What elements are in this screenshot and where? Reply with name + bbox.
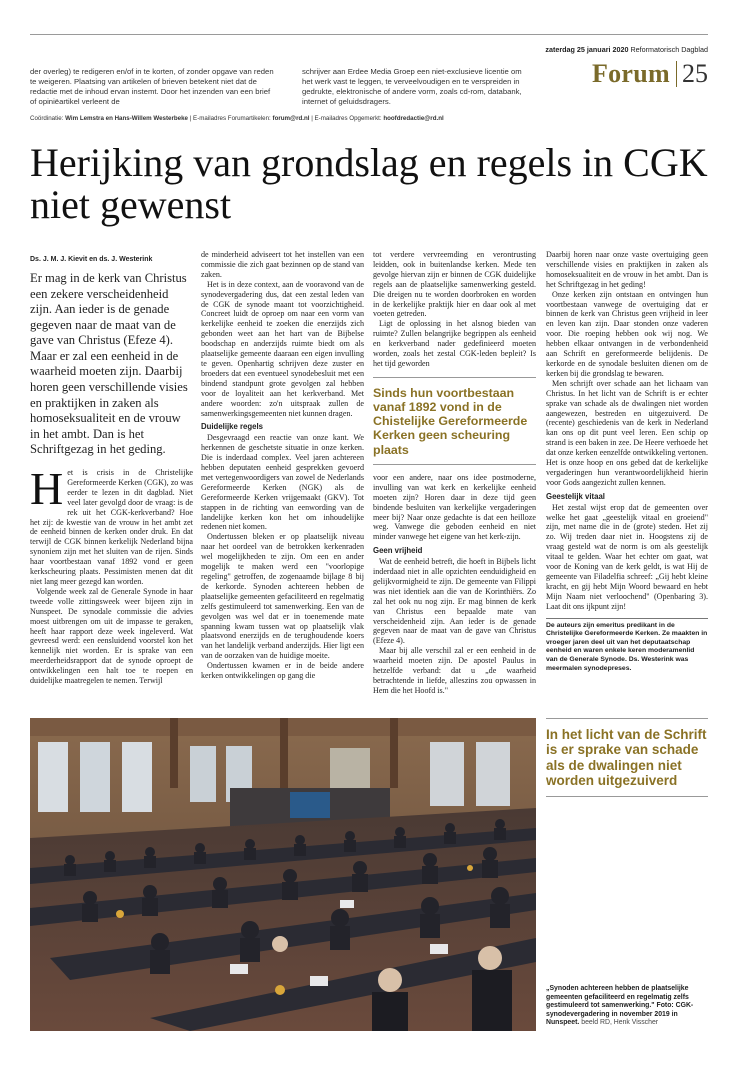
column-1: [30, 255, 193, 686]
subheading-duidelijke-regels: Duidelijke regels: [201, 422, 263, 432]
body-paragraph: Het is in deze context, aan de vooravond van de synodevergadering dus, dat een zestal leden van de CGK de synode maant tot voorzichtigheid. Concreet luidt de oproep om naar een vorm van kerkelijke eenheid te zoeken die enerzijds zich gebonden weet aan het hart van de Bijbelse boodschap en anderzijds ruimte biedt om als plaatselijke gemeente daaraan een eigen invulling te geven. Openhartig schrijven deze zuster en broeders dat een eventueel synodebesluit met een bindend standpunt grote gevolgen zal hebben voor de loyaliteit aan het kerkverband. Met andere woorden: zo'n uitspraak zullen de samenwerkingsgemeenten niet kunnen dragen.: [201, 279, 364, 418]
issue-date: zaterdag 25 januari 2020: [545, 45, 629, 54]
article-authors: Ds. J. M. J. Kievit en ds. J. Westerink: [30, 256, 153, 263]
pull-quote-2: In het licht van de Schrift is er sprake van schade als de dwalingen niet worden uitgezuiverd: [546, 718, 708, 797]
body-paragraph: Volgende week zal de Generale Synode in haar tweede volle zittingsweek weer bijeen zijn in Nunspeet. De synodale commissie die advies moest uitbrengen om uit de impasse te geraken, heeft haar rapport deze week ingeleverd. Wat gevreesd werd: een eensluidend voorstel kon het kennelijk niet worden. Er is sprake van een meerderheidsrapport dat de synode oproept de ontwikkelingen een halt toe te roepen en duidelijke maatregelen te nemen. Terwijl: [30, 586, 193, 686]
column-4: [546, 250, 708, 673]
pull-quote-1: Sinds hun voortbestaan vanaf 1892 vond in de Chistelijke Gereformeerde Kerken geen scheuring plaats: [373, 377, 536, 465]
paper-name: Reformatorisch Dagblad: [630, 45, 708, 54]
synod-meeting-illustration: [30, 718, 536, 1031]
drop-cap: H: [30, 463, 64, 515]
body-paragraph: Ligt de oplossing in het alsnog bieden van ruimte? Zullen belangrijke begrippen als eenheid en kerkverband nader gedefinieerd moeten worden, zoals het zestal CGK-leden bepleit? Is het tijd geworden: [373, 319, 536, 368]
photo-credit: beeld RD, Henk Visscher: [581, 1019, 659, 1027]
caption-text: „Synoden achtereen hebben de plaatselijke gemeenten gefaciliteerd en regelmatig zelfs gestimuleerd tot samenwerking." Foto: CGK-synodevergadering in november 2019 in Nunspeet.: [546, 985, 694, 1027]
photo-caption: [546, 985, 708, 1028]
body-paragraph: Wat de eenheid betreft, die hoeft in Bijbels licht inderdaad niet in alle opzichten eenduidigheid en gelijkvormigheid te zijn. De gemeente van Filippi was niet identiek aan die van de Korinthiërs. Zo zal het ook nu nog zijn. Er mag binnen de kerk van Christus een bepaalde mate van verscheidenheid zijn. Aan ieder is de genade gegeven naar de maat van de gave van Christus (Efeze 4).: [373, 557, 536, 646]
page-number: 25: [682, 59, 708, 88]
coordination-line: [30, 115, 708, 122]
column-2: [201, 250, 364, 681]
coordination-label: Coördinatie:: [30, 115, 64, 122]
body-paragraph: Onze kerken zijn ontstaan en ontvingen hun voortbestaan vanwege de overtuiging dat er binnen de kerk van Christus geen vrijheid in leer en leven kan zijn. Daar stonden onze vaderen voor. Die roeping hebben ook wij nog. We hebben elkaar ontvangen in de verbondenheid aan Schrift en gereformeerde belijdenis. De kerkorde en de synodale besluiten dienen om de kerken bij die grondslag te bewaren.: [546, 289, 708, 378]
email-label-forum: | E-mailadres Forumartikelen:: [189, 115, 271, 122]
dateline: [545, 45, 708, 54]
subheading-geen-vrijheid: Geen vrijheid: [373, 546, 423, 556]
email-opgemerkt-link[interactable]: hoofdredactie@rd.nl: [383, 115, 444, 122]
body-paragraph: tot verdere vervreemding en verontrusting leidden, ook in buitenlandse kerken. Mede ten gevolge hiervan zijn er binnen de CGK duidelijke regels aan de plaatselijke samenwerking gesteld. Die dreigen nu te worden doorbroken en worden in de kerkelijke praktijk hier en daar ook al met voeten getreden.: [373, 250, 536, 319]
coordination-names: Wim Lemstra en Hans-Willem Westerbeke: [65, 115, 188, 122]
subheading-geestelijk-vitaal: Geestelijk vitaal: [546, 491, 605, 501]
body-paragraph: de minderheid adviseert tot het instellen van een commissie die zich gaat bezinnen op de stand van zaken.: [201, 250, 364, 279]
body-paragraph: Het is crisis in de Christelijke Gereformeerde Kerken (CGK), zo was eerder te lezen in dit dagblad. Niet veel later gevolgd door de vraag: is de rek uit het CGK-kerkverband? Hoe het zij: de kwestie van de vrouw in het ambt zet de eenheid binnen de kerken onder druk. En dat terwijl de CGK binnen kerkelijk Nederland bijna synoniem zijn met het sluiten van de rijen. Sinds haar voortbestaan vanaf 1892 vond er geen kerkscheuring plaats. Pessimisten menen dat dit niet lang meer gezegd kan worden.: [30, 463, 193, 586]
email-label-opgemerkt: | E-mailadres Opgemerkt:: [311, 115, 382, 122]
body-paragraph: Daarbij horen naar onze vaste overtuiging geen verschillende visies en praktijken in zaken als homoseksualiteit en de vrouw in het ambt. Dan is het Schriftgezag in het geding!: [546, 250, 708, 289]
masthead-text-2: schrijver aan Erdee Media Groep een niet-exclusieve licentie om het werk vast te leggen, te verveelvoudigen en te verspreiden in gedrukte, elektronische of andere vorm, zoals cd-rom, databank, internet of geluidsdragers.: [302, 67, 522, 106]
article-lead: Er mag in de kerk van Christus een zekere verscheidenheid zijn. Aan ieder is de genade gegeven naar de maat van de gave van Christus (Efeze 4). Maar er zal een eenheid in de waarheid moeten zijn. Daarbij horen geen verschillende visies en praktijken in zaken als homoseksualiteit en de vrouw in het ambt. Dan is het Schriftgezag in het geding.: [30, 270, 188, 457]
body-paragraph: voor een andere, naar ons idee postmoderne, invulling van wat kerk en kerkelijke eenheid moeten zijn? Horen daar in deze tijd geen bindende besluiten van kerkelijke vergaderingen meer bij? Naar onze gedachte is dat een heilloze weg. Vanwege die geboden eenheid en niet minder vanwege het eigene van het kerk-zijn.: [373, 472, 536, 542]
section-label: [592, 58, 708, 90]
author-bio: De auteurs zijn emeritus predikant in de Christelijke Gereformeerde Kerken. Ze maakten in vroeger jaren deel uit van het deputaatschap eenheid en waren enkele keren moderamenlid van de Generale Synode. Ds. Westerink was meermalen synodepreses.: [546, 618, 708, 674]
email-forum-link[interactable]: forum@rd.nl: [272, 115, 310, 122]
body-paragraph: Het zestal wijst erop dat de gemeenten over welke het gaat „geestelijk vitaal en groeiend" zijn, met name die in de (grote) steden. Het zij zo. Wij treden daar niet in. Hoogstens zij de vraag gesteld wat de norm is om als geestelijk vitaal te gelden. Waar het echter om gaat, wat voor de Koning van de kerk geldt, is wat Hij de gemeente van Filadelfia schreef: „Gij hebt kleine kracht, en gij hebt Mijn Woord bewaard en hebt Mijn Naam niet verloochend" (Openbaring 3). Laat dit ons ijkpunt zijn!: [546, 502, 708, 611]
column-3: [373, 250, 536, 696]
top-rule: [30, 34, 708, 35]
article-headline: Herijking van grondslag en regels in CGK niet gewenst: [30, 140, 708, 227]
body-paragraph: Ondertussen kwamen er in de beide andere kerken ontwikkelingen op gang die: [201, 661, 364, 681]
body-paragraph: Men schrijft over schade aan het lichaam van Christus. In het licht van de Schrift is er echter sprake van schade als de dwalingen niet worden aangewezen, bestreden en uitgezuiverd. De (recente) geschiedenis van de kerk in Nederland kan ons op dit punt veel leren. Een schip op strand is een baken in zee. De Heere verhoede het dat onze kerken eenzelfde ontwikkeling vertonen. Het is onze hoop en ons gebed dat de kerkelijke vergaderingen hun verantwoordelijkheid hierin voor Gods aangezicht zullen kennen.: [546, 378, 708, 487]
masthead-text-1: der overleg) te redigeren en/of in te korten, of zonder opgave van reden te weigeren. Plaatsing van artikelen of brieven betekent niet dat de redactie met de inhoud ervan instemt. Door het inzenden van een brief of opiniëartikel verleent de: [30, 67, 274, 106]
synod-photo: [30, 718, 536, 1031]
section-divider: [676, 61, 677, 87]
body-paragraph: Maar bij alle verschil zal er een eenheid in de waarheid moeten zijn. De apostel Paulus in hetzelfde verband: dat u „de waarheid betrachtende in liefde, alleszins zou opwassen in Hem die het Hoofd is.": [373, 646, 536, 695]
section-name: Forum: [591, 59, 670, 88]
body-paragraph: Ondertussen bleken er op plaatselijk niveau naar het oordeel van de betrokken kerkenraden wel mogelijkheden te zijn. Om een en ander mogelijk te maken werd een "voorlopige regeling" getroffen, de zogenaamde bijlage 8 bij de kerkorde. Synoden achtereen hebben de plaatselijke gemeenten gefaciliteerd en regelmatig zelfs gestimuleerd tot samenwerking. Een van de gevolgen was wel dat er in toenemende mate spanning kwam tussen wat op plaatselijk vlak plaatsvond enerzijds en de terughoudende koers van het landelijk verband anderzijds. Hier ligt een van de oorzaken van de huidige moeite.: [201, 532, 364, 661]
body-paragraph: Desgevraagd een reactie van onze kant. We herkennen de geschetste situatie in onze kerken. Die is inderdaad complex. Veel jaren achtereen hebben deputaten eenheid gesprekken gevoerd met vertegenwoordigers van zowel de Nederlands Gereformeerde Kerken (NGK) als de Gereformeerde Kerken vrijgemaakt (GKV). Tot stappen in de richting van eenwording van de landelijke kerken kon het om inhoudelijke redenen niet komen.: [201, 433, 364, 532]
